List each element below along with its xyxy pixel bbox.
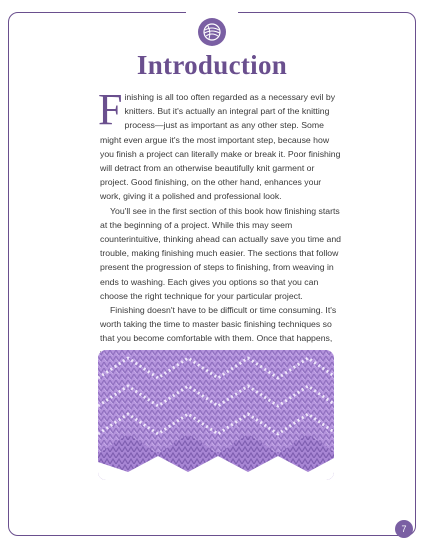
page-number: 7 (395, 520, 413, 538)
drop-cap: F (98, 85, 123, 134)
page-title: Introduction (136, 50, 288, 80)
paragraph-3: Finishing doesn't have to be difficult or time consuming. It's worth taking the time to master basic finishing techniques so that you become comfortable with them. Once that happens, (100, 305, 337, 344)
yarn-ball-icon (198, 18, 226, 46)
paragraph-1 (98, 85, 344, 204)
knitted-lace-photo (98, 350, 334, 480)
paragraph-1-text: inishing is all too often regarded as a necessary evil by knitters. But it's actually an integral part of the knitting process—just as important as any other step. Some might even argue it's the most important step, because how you finish a project can literally make or break it. Poor finishing will detract from an otherwise beautifully knit garment or project. Good finishing, on the other hand, enhances your work, giving it a polished and professional look. (100, 92, 341, 202)
paragraph-2: You'll see in the first section of this book how finishing starts at the beginning of a project. While this may seem counterintuitive, thinking ahead can actually save you time and trouble, making finishing much easier. The sections that follow present the progression of steps to finishing, from weaving in ends to washing. Each gives you options so that you can choose the right technique for your particular project. (100, 205, 341, 301)
body-text (98, 85, 344, 374)
